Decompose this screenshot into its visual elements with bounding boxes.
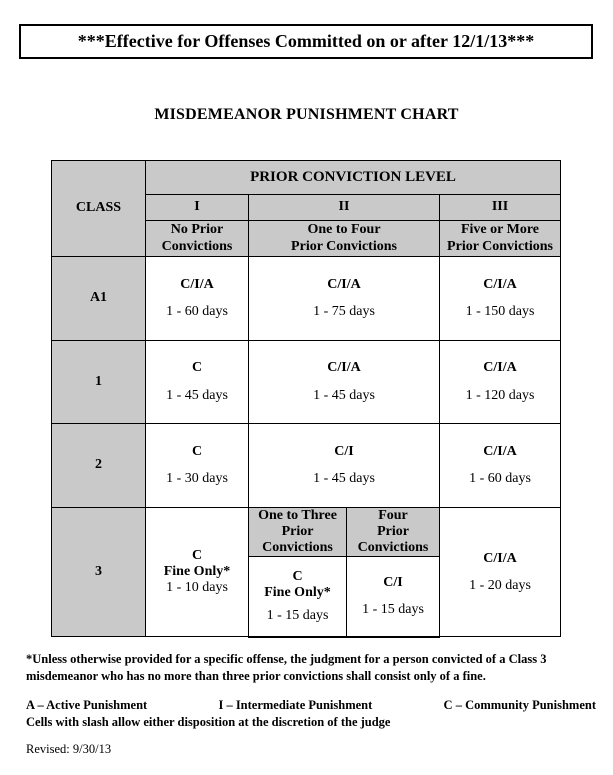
days-range: 1 - 30 days [166,471,228,486]
chart-title: MISDEMEANOR PUNISHMENT CHART [154,106,459,123]
punishment-cell [146,424,249,508]
level-i-description [146,221,249,257]
fine-only-note: Fine Only* [163,564,231,580]
level-ii-desc-line1: One to Four [307,222,381,238]
level-i-header: I [146,195,249,221]
level-ii-desc-line2: Prior Convictions [291,238,397,254]
table-row [52,257,561,341]
punishment-cell [440,257,561,341]
disposition-code: C [292,569,303,585]
disposition-code: C/I/A [483,443,517,459]
subheader-line: Convictions [262,540,333,556]
days-range: 1 - 60 days [469,471,531,486]
effective-date-banner: ***Effective for Offenses Committed on or after 12/1/13*** [19,24,593,59]
table-row [52,341,561,424]
class-header: CLASS [52,161,146,257]
punishment-cell [440,341,561,424]
fine-only-note: Fine Only* [264,585,331,601]
disposition-code: C/I/A [327,360,361,376]
class-label: 3 [52,508,146,637]
disposition-code: C/I/A [483,550,517,566]
level-iii-desc-line2: Prior Convictions [447,238,553,254]
disposition-code: C/I [383,574,403,590]
class-label: 1 [52,341,146,424]
punishment-chart-table [51,160,561,638]
punishment-cell [249,257,440,341]
table-row [52,508,561,557]
days-range: 1 - 45 days [313,471,375,486]
subheader-line: Prior [281,524,314,540]
disposition-code: C [191,360,203,376]
legend-intermediate: I – Intermediate Punishment [218,698,373,712]
days-range: 1 - 20 days [469,577,531,593]
legend-row [26,697,596,714]
days-range: 1 - 45 days [166,387,228,403]
class-label: 2 [52,424,146,508]
level-iii-description [440,221,561,257]
punishment-cell [440,508,561,637]
days-range: 1 - 15 days [266,607,329,623]
class-3-footnote: *Unless otherwise provided for a specific offense, the judgment for a person convicted of a Class 3 misdemeanor who has no more than three prior convictions shall consist only of a fine. [26,652,547,683]
legend [26,697,596,731]
punishment-cell [249,557,347,637]
days-range: 1 - 60 days [166,304,228,319]
table-row [52,424,561,508]
disposition-code: C/I [334,443,354,459]
level-ii-one-to-three-header [249,508,347,557]
level-ii-header: II [249,195,440,221]
punishment-cell [146,508,249,637]
subheader-line: Four [378,508,408,523]
subheader-line: Prior [377,524,409,540]
disposition-code: C/I/A [483,276,517,292]
legend-community: C – Community Punishment [443,698,596,712]
disposition-code: C/I/A [327,276,361,292]
days-range: 1 - 15 days [362,602,424,618]
days-range: 1 - 75 days [313,304,375,319]
punishment-cell [347,557,440,637]
punishment-cell [249,424,440,508]
disposition-code: C/I/A [180,276,214,292]
punishment-cell [146,257,249,341]
legend-slash-note: Cells with slash allow either disposition at the discretion of the judge [26,715,391,729]
days-range: 1 - 120 days [465,387,535,403]
prior-conviction-level-header: PRIOR CONVICTION LEVEL [146,161,561,195]
subheader-line: One to Three [258,508,337,523]
subheader-line: Convictions [357,540,429,556]
level-i-desc-line2: Convictions [161,238,233,254]
level-ii-description [249,221,440,257]
disposition-code: C/I/A [483,360,517,376]
disposition-code: C [191,548,203,563]
class-label: A1 [52,257,146,341]
level-iii-desc-line1: Five or More [460,222,539,238]
punishment-cell [440,424,561,508]
disposition-code: C [191,443,203,459]
level-ii-four-header [347,508,440,557]
punishment-cell [146,341,249,424]
revised-date: Revised: 9/30/13 [26,742,112,756]
legend-active: A – Active Punishment [26,698,148,712]
days-range: 1 - 45 days [313,387,375,403]
days-range: 1 - 150 days [465,304,535,319]
punishment-cell [249,341,440,424]
level-i-desc-line1: No Prior [170,222,224,238]
days-range: 1 - 10 days [166,580,228,596]
level-iii-header: III [440,195,561,221]
